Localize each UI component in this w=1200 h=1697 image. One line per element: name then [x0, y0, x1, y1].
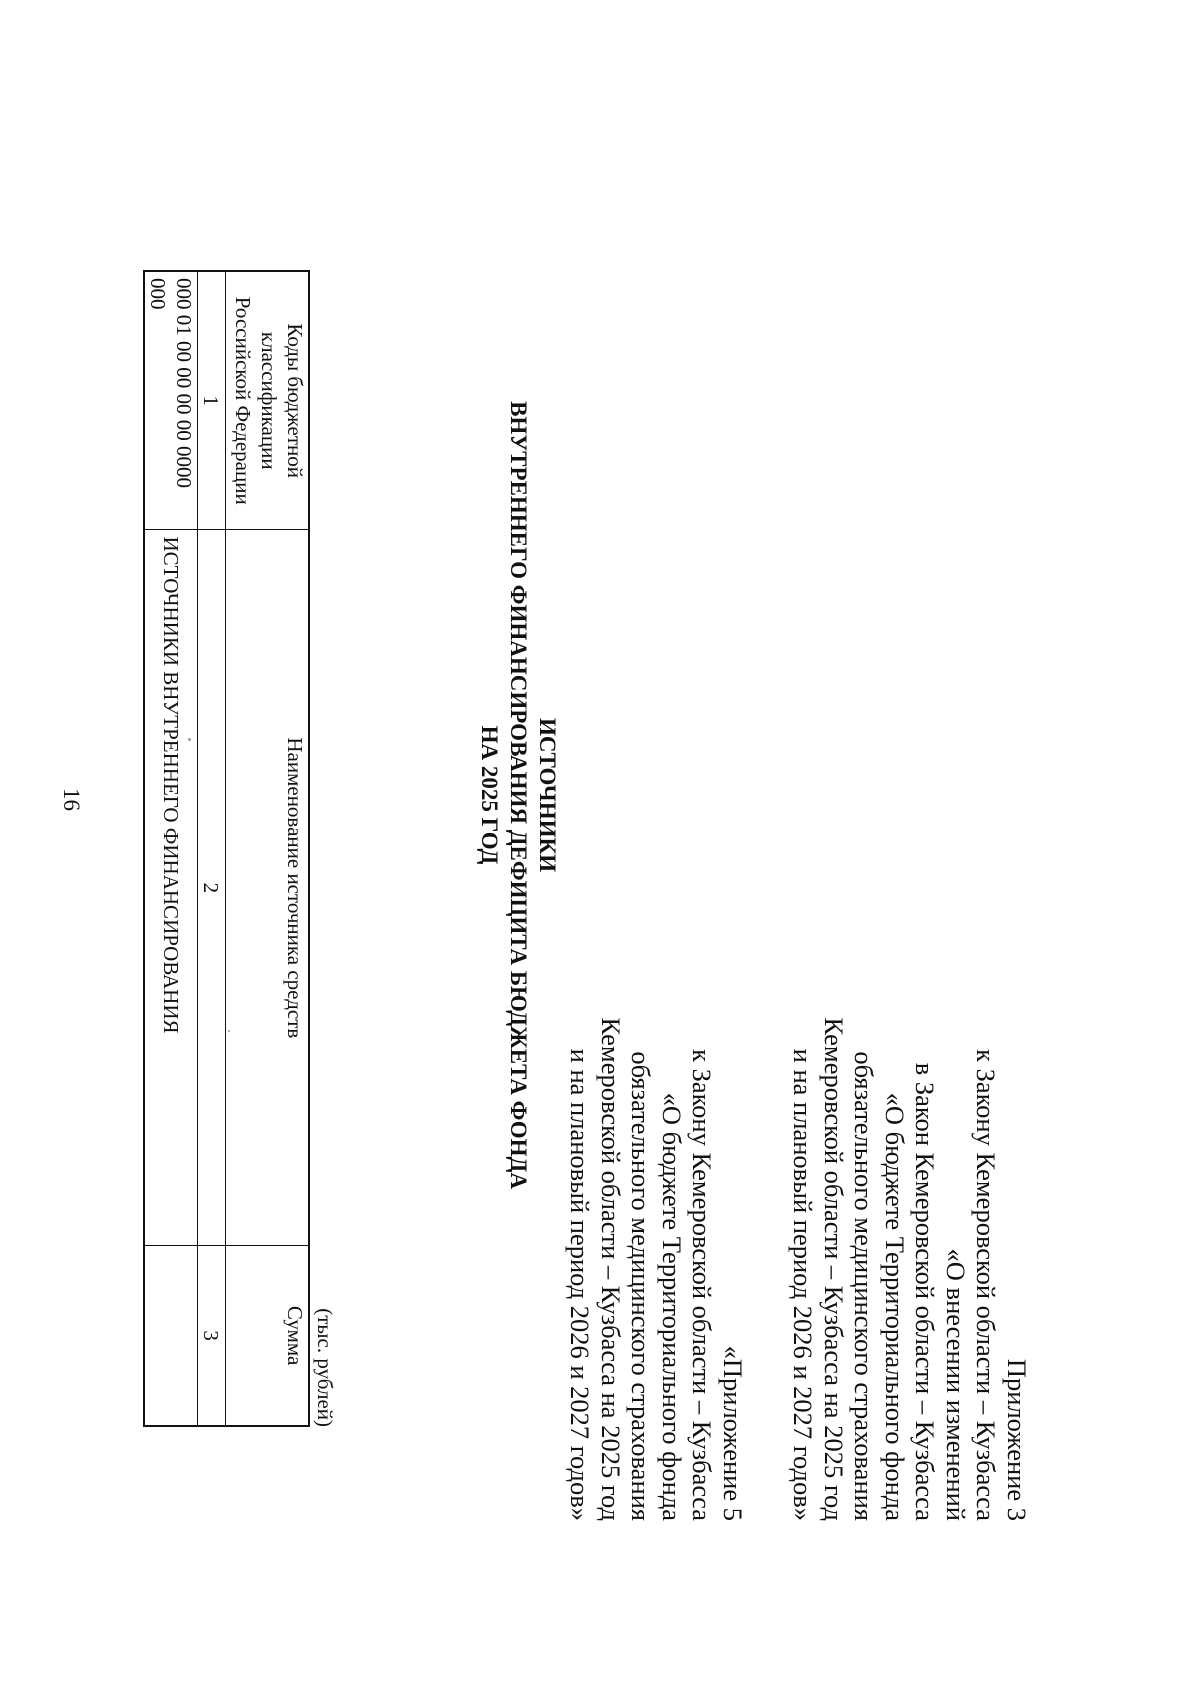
row-code: 000 01 00 00 00 00 0000 000 [144, 271, 198, 530]
title-line: ВНУТРЕННЕГО ФИНАНСИРОВАНИЯ ДЕФИЦИТА БЮДЖЕТА ФОНДА [506, 401, 531, 1189]
appendix-line: к Закону Кемеровской области – Кузбасса [687, 1049, 718, 1521]
header-codes [226, 271, 310, 530]
appendix-line: к Закону Кемеровской области – Кузбасса [971, 1049, 1002, 1521]
page-number: 16 [59, 788, 84, 811]
appendix-line: обязательного медицинского страхования [849, 1051, 880, 1521]
header-codes-line: классификации [257, 331, 281, 470]
appendix-line: обязательного медицинского страхования [626, 1051, 657, 1521]
appendix-line: «Приложение 5 [718, 1345, 748, 1521]
appendix-5-header [565, 1018, 748, 1522]
appendix-line: и на плановый период 2026 и 2027 годов» [788, 1048, 819, 1521]
appendix-line: «О внесении изменений [941, 1248, 971, 1521]
financing-sources-table [143, 270, 310, 1427]
header-sum: Сумма [226, 1246, 310, 1426]
appendix-line: «О бюджете Территориального фонда [657, 1092, 687, 1521]
header-codes-line: Коды бюджетной [283, 323, 307, 479]
appendix-line: Приложение 3 [1002, 1358, 1032, 1521]
header-source-name: Наименование источника средств [226, 530, 310, 1246]
title-line: НА 2025 ГОД [477, 725, 502, 865]
appendix-line: Кемеровской области – Кузбасса на 2025 год [819, 1017, 849, 1521]
units-label: (тыс. рублей) [313, 1308, 337, 1427]
title-line: ИСТОЧНИКИ [535, 717, 560, 873]
appendix-line: и на плановый период 2026 и 2027 годов» [565, 1048, 596, 1521]
row-sum [144, 1246, 198, 1426]
table-row [144, 271, 198, 1426]
header-codes-line: Российской Федерации [231, 296, 255, 505]
column-number: 2 [198, 530, 226, 1246]
document-title [475, 345, 562, 1245]
appendix-line: «О бюджете Территориального фонда [880, 1092, 910, 1521]
appendix-3-header [788, 1018, 1032, 1522]
appendix-line: Кемеровской области – Кузбасса на 2025 год [596, 1017, 626, 1521]
table-header-row [226, 271, 310, 1426]
column-number: 1 [198, 271, 226, 530]
column-number-row [198, 271, 226, 1426]
row-name: ИСТОЧНИКИ ВНУТРЕННЕГО ФИНАНСИРОВАНИЯ [144, 530, 198, 1246]
appendix-line: в Закон Кемеровской области – Кузбасса [910, 1062, 941, 1521]
column-number: 3 [198, 1246, 226, 1426]
